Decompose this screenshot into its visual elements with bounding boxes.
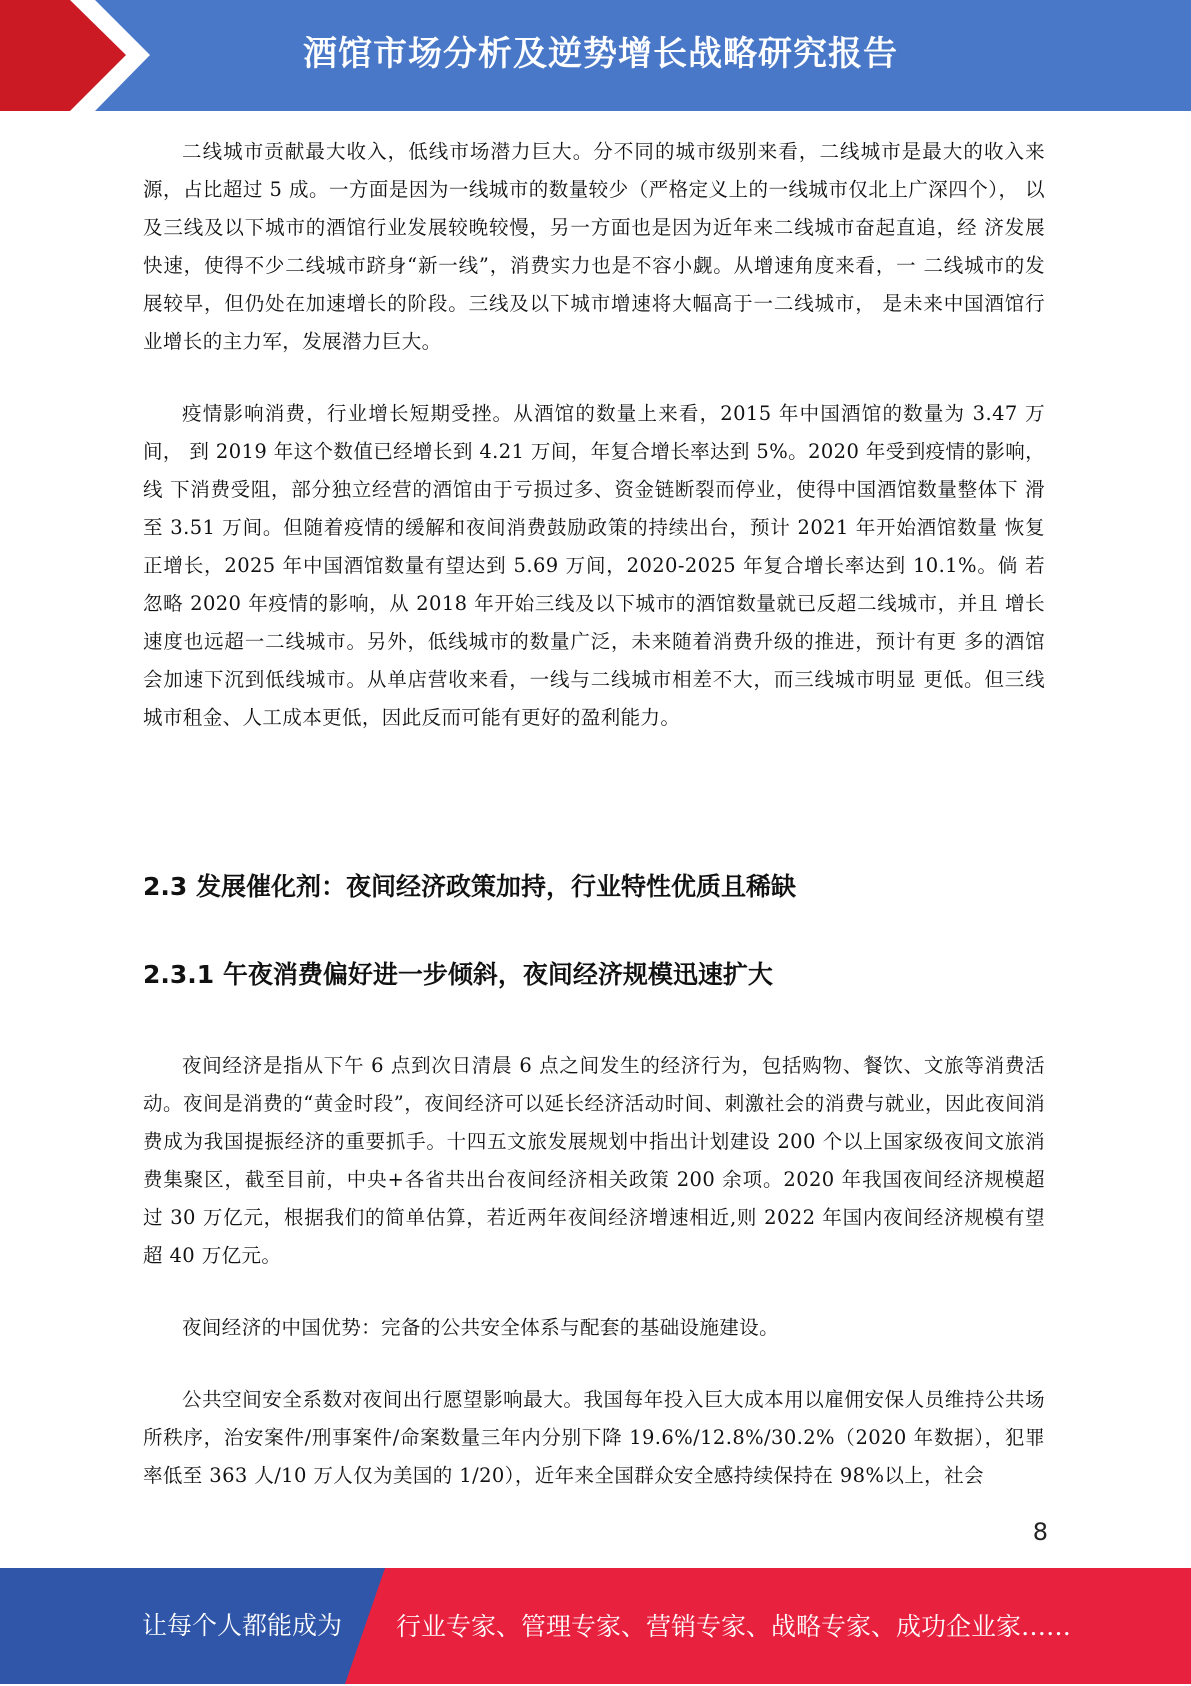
page-header bbox=[0, 0, 1191, 111]
footer-slogan-right: 行业专家、管理专家、营销专家、战略专家、成功企业家…… bbox=[396, 1612, 1072, 1641]
paragraph-china-advantage: 夜间经济的中国优势：完备的公共安全体系与配套的基础设施建设。 bbox=[182, 1316, 780, 1339]
footer-slogan-left: 让每个人都能成为 bbox=[142, 1611, 343, 1640]
paragraph-epidemic-impact: 疫情影响消费，行业增长短期受挫。从酒馆的数量上来看，2015 年中国酒馆的数量为 3.47 万间， 到 2019 年这个数值已经增长到 4.21 万间，年复合增长率达到 5%。2020 年受到疫情的影响，线 下消费受阻，部分独立经营的酒馆由于亏损过多、资金链断裂而停业，使得中国酒馆数量整体下 滑至 3.51 万间。但随着疫情的缓解和夜间消费鼓励政策的持续出台，预计 2021 年开始酒馆数量 恢复正增长，2025 年中国酒馆数量有望达到 5.69 万间，2020-2025 年复合增长率达到 10.1%。倘 若忽略 2020 年疫情的影响，从 2018 年开始三线及以下城市的酒馆数量就已反超二线城市，并且 增长速度也远超一二线城市。另外，低线城市的数量广泛，未来随着消费升级的推进，预计有更 多的酒馆会加速下沉到低线城市。从单店营收来看，一线与二线城市相差不大，而三线城市明显 更低。但三线城市租金、人工成本更低，因此反而可能有更好的盈利能力。 bbox=[143, 402, 1045, 729]
paragraph-public-safety: 公共空间安全系数对夜间出行愿望影响最大。我国每年投入巨大成本用以雇佣安保人员维持公共场所秩序，治安案件/刑事案件/命案数量三年内分别下降 19.6%/12.8%/30.2%（2020 年数据），犯罪率低至 363 人/10 万人仅为美国的 1/20），近年来全国群众安全感持续保持在 98%以上，社会 bbox=[143, 1388, 1045, 1487]
page-number: 8 bbox=[1032, 1518, 1048, 1546]
section-heading-2-3: 2.3 发展催化剂：夜间经济政策加持，行业特性优质且稀缺 bbox=[143, 872, 796, 901]
page-footer bbox=[0, 1568, 1191, 1684]
section-heading-2-3-1: 2.3.1 午夜消费偏好进一步倾斜，夜间经济规模迅速扩大 bbox=[143, 960, 773, 989]
page-content bbox=[143, 133, 1045, 1495]
report-title: 酒馆市场分析及逆势增长战略研究报告 bbox=[303, 34, 898, 74]
paragraph-second-tier-cities: 二线城市贡献最大收入，低线市场潜力巨大。分不同的城市级别来看，二线城市是最大的收入来 源，占比超过 5 成。一方面是因为一线城市的数量较少（严格定义上的一线城市仅北上广深四个）， 以及三线及以下城市的酒馆行业发展较晚较慢，另一方面也是因为近年来二线城市奋起直追，经 济发展快速，使得不少二线城市跻身“新一线”，消费实力也是不容小觑。从增速角度来看，一 二线城市的发展较早，但仍处在加速增长的阶段。三线及以下城市增速将大幅高于一二线城市， 是未来中国酒馆行业增长的主力军，发展潜力巨大。 bbox=[143, 140, 1045, 353]
header-arrow-icon bbox=[0, 0, 160, 111]
paragraph-night-economy: 夜间经济是指从下午 6 点到次日清晨 6 点之间发生的经济行为，包括购物、餐饮、文旅等消费活动。夜间是消费的“黄金时段”，夜间经济可以延长经济活动时间、刺激社会的消费与就业，因此夜间消费成为我国提振经济的重要抓手。十四五文旅发展规划中指出计划建设 200 个以上国家级夜间文旅消费集聚区，截至目前，中央+各省共出台夜间经济相关政策 200 余项。2020 年我国夜间经济规模超过 30 万亿元，根据我们的简单估算，若近两年夜间经济增速相近,则 2022 年国内夜间经济规模有望超 40 万亿元。 bbox=[143, 1054, 1045, 1267]
